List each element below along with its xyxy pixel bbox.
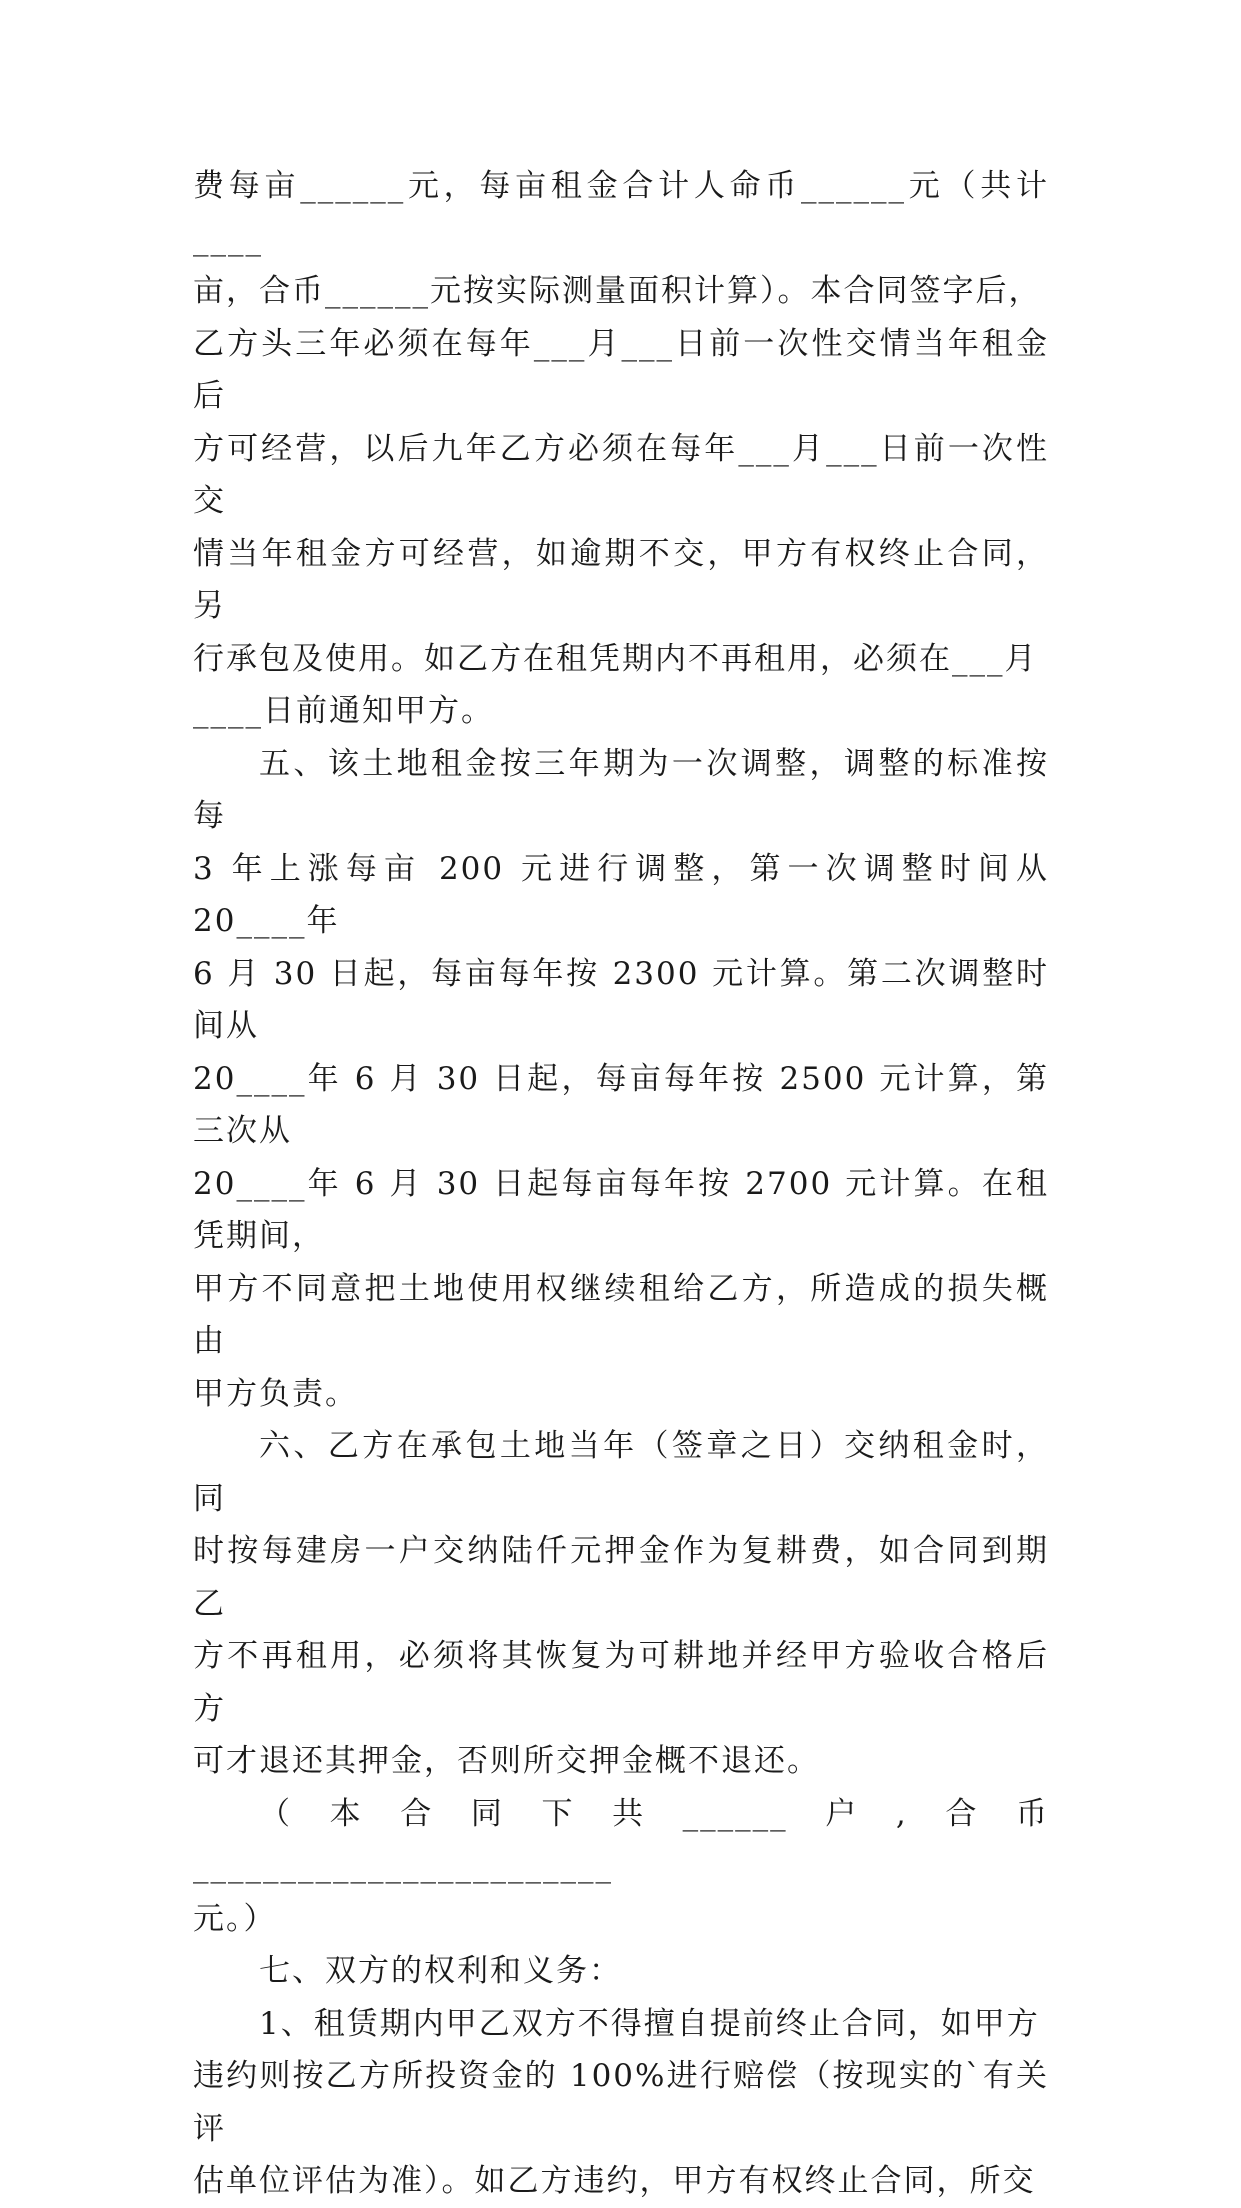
paragraph-clause-7-1: 1、租赁期内甲乙双方不得擅自提前终止合同，如甲方 违约则按乙方所投资金的 100%进行赔偿（按现实的`有关评 估单位评估为准）。如乙方违约，甲方有权终止合同，所交 — [193, 2005, 1049, 2199]
paragraph-clause-6: 六、乙方在承包土地当年（签章之日）交纳租金时，同 时按每建房一户交纳陆仟元押金作为复耕费，如合同到期乙 方不再租用，必须将其恢复为可耕地并经甲方验收合格后方 可才退还其押金，否则所交押金概不退还。 — [193, 1428, 1049, 1779]
paragraph-clause-7-heading: 七、双方的权利和义务： — [259, 1953, 622, 1989]
document-body — [193, 160, 1049, 2208]
paragraph-clause-5: 五、该土地租金按三年期为一次调整，调整的标准按每 3 年上涨每亩 200 元进行调整，第一次调整时间从 20____年 6 月 30 日起，每亩每年按 2300 元计算。第二次调整时间从 20____年 6 月 30 日起，每亩每年按 2500 元计算，第三次从 20____年 6 月 30 日起每亩每年按 2700 元计算。在租凭期间， 甲方不同意把土地使用权继续租给乙方，所造成的损失概由 甲方负责。 — [193, 745, 1049, 1412]
paragraph-total-note: （本合同下共______户,合币________________________ 元。） — [193, 1795, 1049, 1937]
paragraph-continuation: 费每亩______元，每亩租金合计人命币______元（共计____ 亩，合币______元按实际测量面积计算）。本合同签字后， 乙方头三年必须在每年___月___日前一次性交情当年租金后 方可经营，以后九年乙方必须在每年___月___日前一次性交 情当年租金方可经营，如逾期不交，甲方有权终止合同，另 行承包及使用。如乙方在租凭期内不再租用，必须在___月 ____日前通知甲方。 — [193, 168, 1049, 729]
